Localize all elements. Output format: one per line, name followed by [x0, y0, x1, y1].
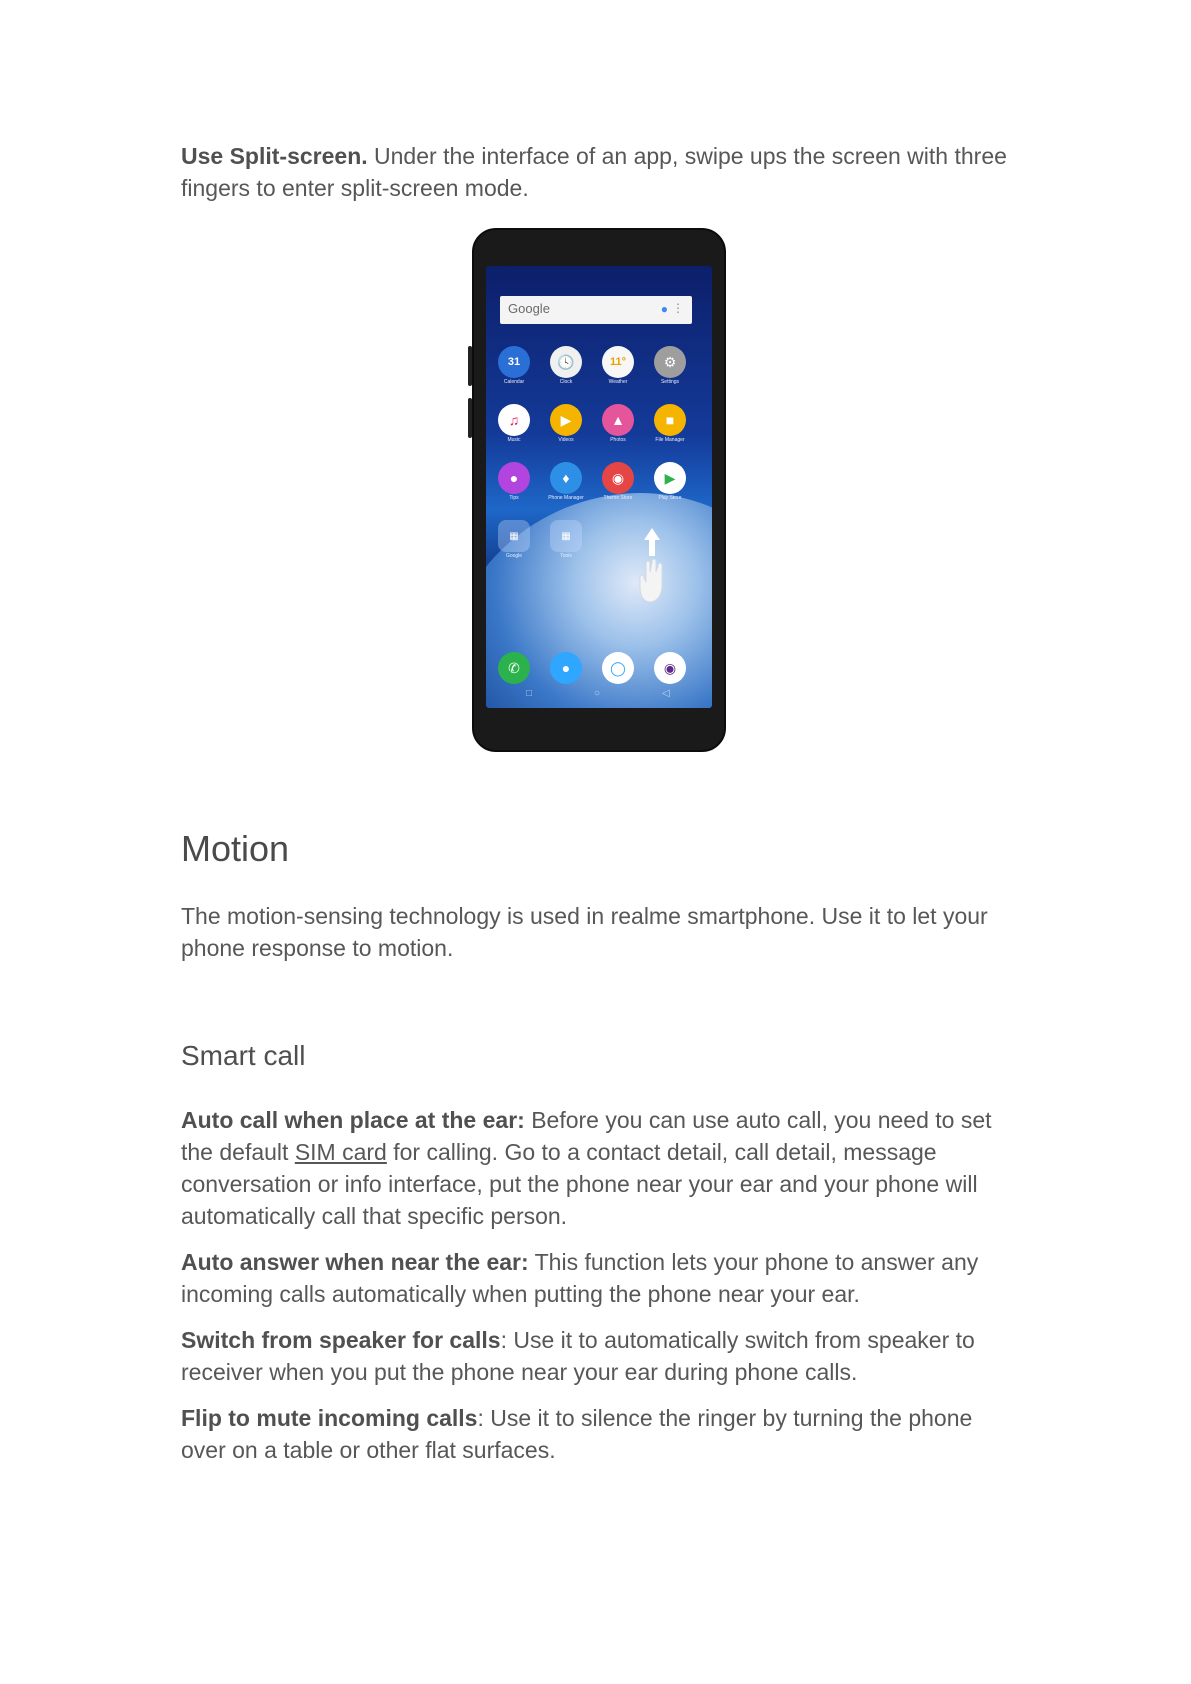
app-label: Photos: [610, 437, 626, 443]
switch-speaker-text: : Use it to automatically switch from speaker to receiver when you put the phone near your ear during phone calls.: [181, 1327, 975, 1385]
phone-screen: [486, 266, 712, 708]
auto-call-text-after: for calling. Go to a contact detail, call detail, message conversation or info interface, put the phone near your ear and your phone will automatically call that specific person.: [181, 1139, 978, 1229]
switch-speaker-lead: Switch from speaker for calls: [181, 1327, 501, 1353]
videos-icon: ▶: [550, 404, 582, 436]
phone-manager-icon: ♦: [550, 462, 582, 494]
swipe-up-hand-icon: [634, 526, 674, 606]
split-screen-section: [181, 140, 1021, 218]
app-label: Calendar: [503, 379, 525, 385]
mic-icon: ●: [660, 302, 668, 316]
flip-mute-text: : Use it to silence the ringer by turning the phone over on a table or other flat surfaces.: [181, 1405, 973, 1463]
tools-folder-icon: ▦: [550, 520, 582, 552]
weather-temp: 11°: [609, 356, 627, 368]
phone-app-icon: ✆: [498, 652, 530, 684]
auto-answer-lead: Auto answer when near the ear:: [181, 1249, 529, 1275]
smart-call-list: [181, 1104, 1021, 1480]
theme-store-icon: ◉: [602, 462, 634, 494]
tips-icon: ●: [498, 462, 530, 494]
calendar-day: 31: [507, 356, 521, 368]
navigation-bar: [486, 684, 712, 704]
google-search-bar: [500, 296, 692, 324]
smart-call-heading: Smart call: [181, 1040, 306, 1071]
app-label: Videos: [558, 437, 574, 443]
home-icon: ○: [594, 688, 601, 699]
recent-apps-icon: □: [526, 688, 533, 699]
split-screen-paragraph: [181, 140, 1021, 204]
auto-call-lead: Auto call when place at the ear:: [181, 1107, 525, 1133]
switch-speaker-item: [181, 1324, 1021, 1388]
calendar-icon: [498, 346, 530, 378]
music-icon: ♫: [498, 404, 530, 436]
browser-icon: ◯: [602, 652, 634, 684]
sim-card-link[interactable]: SIM card: [294, 1139, 387, 1165]
camera-icon: ◉: [654, 652, 686, 684]
auto-call-text-before: Before you can use auto call, you need to set the default: [181, 1107, 992, 1165]
app-label: Theme Store: [603, 495, 633, 501]
google-folder-icon: ▦: [498, 520, 530, 552]
clock-icon: 🕓: [550, 346, 582, 378]
back-icon: ◁: [662, 688, 670, 699]
split-screen-text: Under the interface of an app, swipe ups the screen with three fingers to enter split-screen mode.: [181, 143, 1007, 201]
messages-icon: ●: [550, 652, 582, 684]
settings-icon: ⚙: [654, 346, 686, 378]
app-label: Music: [507, 437, 521, 443]
app-label: Tools: [560, 553, 572, 559]
motion-intro-block: [181, 900, 1021, 978]
phone-illustration: [472, 228, 724, 750]
motion-heading: Motion: [181, 828, 290, 869]
app-label: Google: [505, 553, 523, 559]
google-logo: Google: [508, 301, 550, 316]
flip-mute-item: [181, 1402, 1021, 1466]
split-screen-lead: Use Split-screen.: [181, 143, 368, 169]
photos-icon: ▲: [602, 404, 634, 436]
app-label: File Manager: [655, 437, 685, 443]
app-label: Weather: [608, 379, 628, 385]
motion-intro: The motion-sensing technology is used in realme smartphone. Use it to let your phone response to motion.: [181, 903, 988, 961]
app-label: Settings: [660, 379, 680, 385]
weather-icon: [602, 346, 634, 378]
auto-answer-text: This function lets your phone to answer any incoming calls automatically when putting the phone near your ear.: [181, 1249, 979, 1307]
app-label: Tips: [509, 495, 519, 501]
file-manager-icon: ■: [654, 404, 686, 436]
flip-mute-lead: Flip to mute incoming calls: [181, 1405, 478, 1431]
play-store-icon: ▶: [654, 462, 686, 494]
auto-call-item: [181, 1104, 1021, 1232]
more-icon: ⋮: [672, 301, 684, 315]
app-label: Play Store: [658, 495, 682, 501]
auto-answer-item: [181, 1246, 1021, 1310]
app-label: Phone Manager: [548, 495, 584, 501]
app-label: Clock: [559, 379, 573, 385]
phone-body: [472, 228, 726, 752]
